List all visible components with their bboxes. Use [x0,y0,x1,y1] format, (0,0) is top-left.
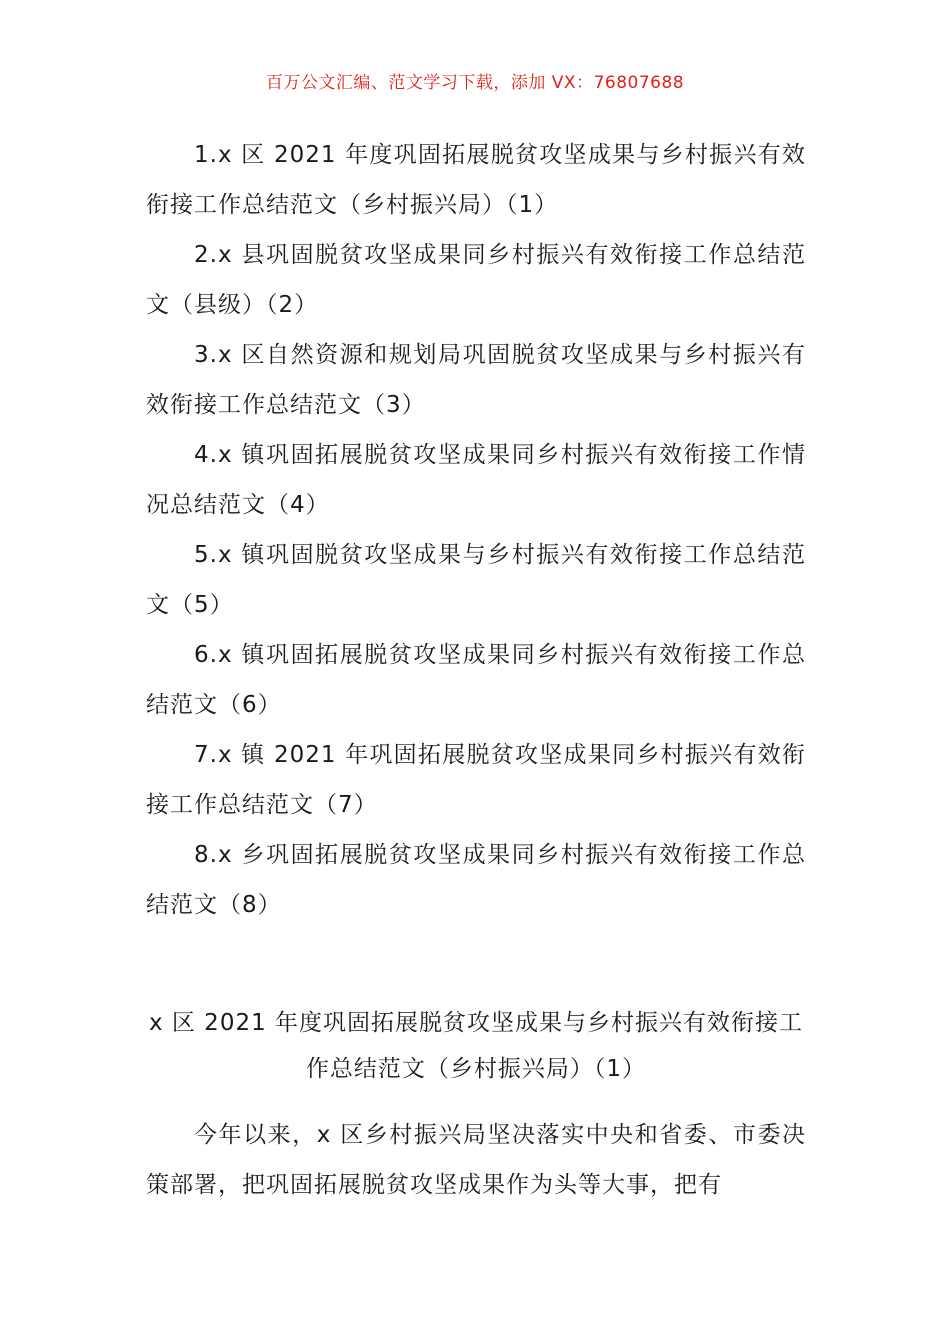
toc-item-2: 2.x 县巩固脱贫攻坚成果同乡村振兴有效衔接工作总结范文（县级）（2） [146,242,806,318]
toc-item-6: 6.x 镇巩固拓展脱贫攻坚成果同乡村振兴有效衔接工作总结范文（6） [146,642,806,718]
toc-item-1: 1.x 区 2021 年度巩固拓展脱贫攻坚成果与乡村振兴有效衔接工作总结范文（乡村振兴局）（1） [146,142,806,218]
toc-item-8: 8.x 乡巩固拓展脱贫攻坚成果同乡村振兴有效衔接工作总结范文（8） [146,842,806,918]
document-title: x 区 2021 年度巩固拓展脱贫攻坚成果与乡村振兴有效衔接工作总结范文（乡村振兴局）（1） [148,1010,804,1082]
body-paragraph: 今年以来，x 区乡村振兴局坚决落实中央和省委、市委决策部署，把巩固拓展脱贫攻坚成果作为头等大事，把有 [146,1122,806,1198]
toc-item-7: 7.x 镇 2021 年巩固拓展脱贫攻坚成果同乡村振兴有效衔接工作总结范文（7） [146,742,806,818]
toc-item-5: 5.x 镇巩固脱贫攻坚成果与乡村振兴有效衔接工作总结范文（5） [146,542,806,618]
toc-item-4: 4.x 镇巩固拓展脱贫攻坚成果同乡村振兴有效衔接工作情况总结范文（4） [146,442,806,518]
header-watermark-note: 百万公文汇编、范文学习下载，添加 VX：76807688 [265,73,685,93]
toc-item-3: 3.x 区自然资源和规划局巩固脱贫攻坚成果与乡村振兴有效衔接工作总结范文（3） [146,342,806,418]
table-of-contents [146,130,806,930]
